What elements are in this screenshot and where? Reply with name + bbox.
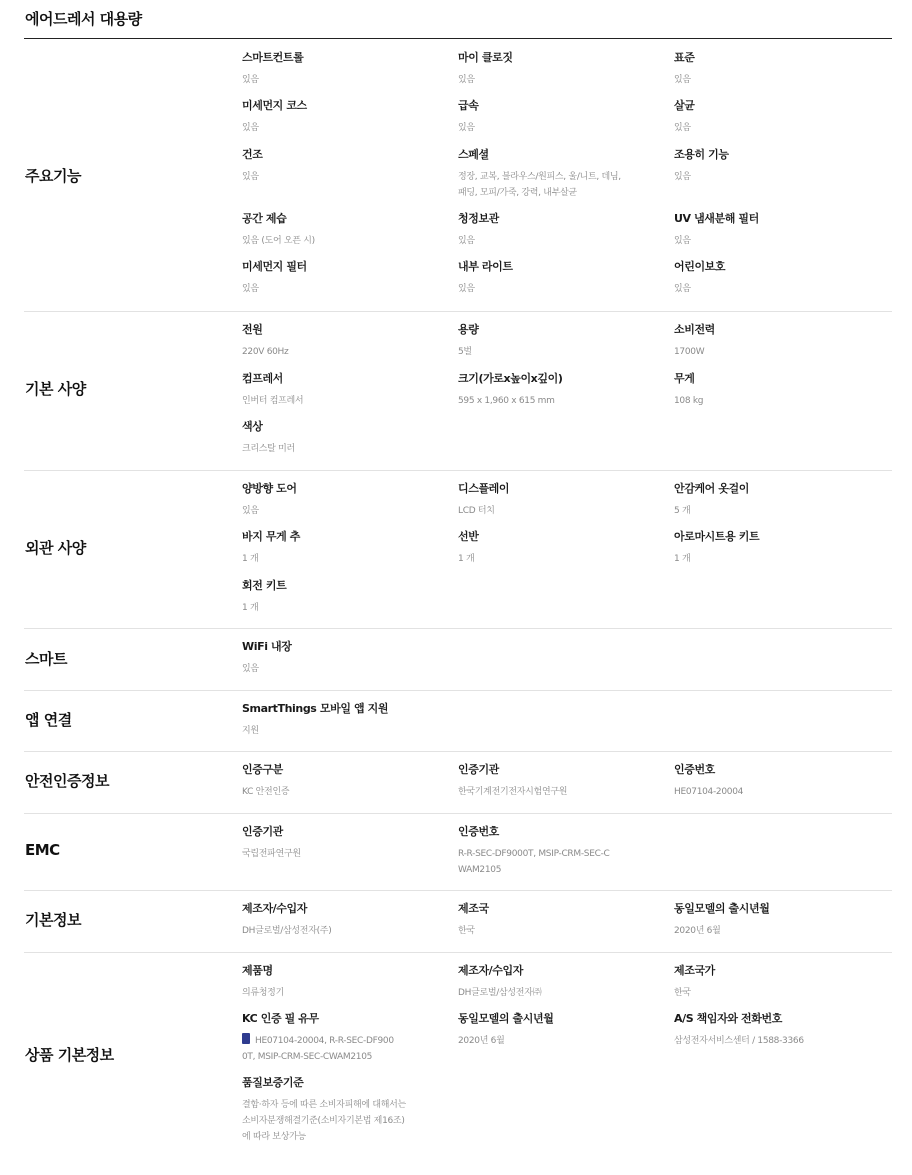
spec-item (674, 51, 864, 88)
spec-label: 크기(가로x높이x깊이) (458, 372, 563, 385)
spec-item (458, 148, 648, 201)
spec-value (458, 1033, 648, 1049)
spec-item (458, 763, 648, 800)
spec-value (674, 784, 864, 800)
spec-value-text: 있음 (458, 236, 475, 246)
spec-item (674, 530, 864, 567)
spec-value (674, 923, 864, 939)
spec-value (458, 72, 648, 88)
spec-value (242, 503, 432, 519)
spec-value (458, 393, 648, 409)
spec-item (674, 212, 864, 249)
spec-item (242, 260, 432, 297)
spec-value-text: 595 x 1,960 x 615 mm (458, 396, 555, 406)
spec-item (242, 1076, 432, 1145)
spec-item (242, 212, 432, 249)
spec-label: KC 인증 필 유무 (242, 1012, 319, 1025)
spec-label: 안감케어 옷걸이 (674, 482, 750, 495)
spec-item (458, 99, 648, 136)
spec-item (242, 825, 432, 862)
spec-item (242, 323, 432, 360)
spec-label: 디스플레이 (458, 482, 510, 495)
spec-value (674, 120, 864, 136)
spec-value (242, 169, 432, 185)
spec-item (674, 260, 864, 297)
spec-value-text: 1 개 (458, 554, 475, 564)
spec-value-text: 5 개 (674, 506, 691, 516)
spec-label: 전원 (242, 323, 263, 336)
spec-label: 제품명 (242, 964, 273, 977)
spec-value-text: 108 kg (674, 396, 704, 406)
spec-value (242, 233, 432, 249)
section-title: 안전인증정보 (25, 772, 109, 790)
section-title: 기본 사양 (25, 380, 86, 398)
spec-item (242, 702, 432, 739)
spec-value-text: 220V 60Hz (242, 347, 289, 357)
section-title: 기본정보 (25, 911, 81, 929)
spec-value-text: 결함·하자 등에 따른 소비자피해에 대해서는 소비자분쟁해결기준(소비자기본법 제16조) 에 따라 보상가능 (242, 1100, 406, 1142)
spec-item (242, 482, 432, 519)
spec-value (242, 551, 432, 567)
spec-value (242, 281, 432, 297)
spec-item (242, 420, 432, 457)
spec-item (242, 902, 432, 939)
spec-label: 마이 클로짓 (458, 51, 513, 64)
spec-label: 인증구분 (242, 763, 283, 776)
spec-label: 동일모델의 출시년월 (674, 902, 770, 915)
spec-value (242, 784, 432, 800)
spec-label: 품질보증기준 (242, 1076, 304, 1089)
spec-label: 스페셜 (458, 148, 489, 161)
spec-value-text: 있음 (674, 172, 691, 182)
spec-value-text: HE07104-20004, R-R-SEC-DF900 0T, MSIP-CRM-SEC-CWAM2105 (242, 1036, 394, 1062)
spec-value (458, 784, 648, 800)
spec-label: 인증기관 (458, 763, 499, 776)
spec-value-text: 있음 (242, 123, 259, 133)
spec-label: 건조 (242, 148, 263, 161)
spec-label: 아로마시트용 키트 (674, 530, 760, 543)
spec-value (458, 169, 648, 201)
spec-value-text: 있음 (242, 284, 259, 294)
spec-label: 인증번호 (458, 825, 499, 838)
spec-section (24, 39, 892, 312)
spec-item (242, 372, 432, 409)
spec-item (674, 1012, 864, 1049)
section-title: 스마트 (25, 650, 67, 668)
spec-value (242, 344, 432, 360)
spec-value (674, 503, 864, 519)
spec-value (242, 72, 432, 88)
spec-label: 용량 (458, 323, 479, 336)
spec-label: 소비전력 (674, 323, 715, 336)
spec-item (674, 372, 864, 409)
spec-value (242, 393, 432, 409)
spec-value-text: 1 개 (242, 554, 259, 564)
spec-item (458, 212, 648, 249)
spec-value-text: 한국 (674, 988, 691, 998)
spec-value (674, 72, 864, 88)
spec-label: 선반 (458, 530, 479, 543)
spec-label: WiFi 내장 (242, 640, 292, 653)
spec-label: 청정보관 (458, 212, 499, 225)
spec-label: SmartThings 모바일 앱 지원 (242, 702, 389, 715)
spec-label: 양방향 도어 (242, 482, 297, 495)
spec-value-text: DH글로벌/삼성전자㈜ (458, 988, 542, 998)
spec-label: 제조자/수입자 (242, 902, 307, 915)
spec-value (458, 923, 648, 939)
spec-item (674, 763, 864, 800)
spec-section (24, 952, 892, 1175)
spec-value-text: 있음 (674, 123, 691, 133)
spec-value-text: 있음 (674, 284, 691, 294)
spec-item (458, 323, 648, 360)
spec-section (24, 470, 892, 629)
spec-item (242, 964, 432, 1001)
spec-value (674, 281, 864, 297)
spec-item (242, 1012, 432, 1065)
spec-item (242, 51, 432, 88)
spec-label: 살균 (674, 99, 695, 112)
spec-value (458, 503, 648, 519)
spec-value-text: 있음 (242, 75, 259, 85)
spec-item (458, 825, 648, 878)
spec-item (242, 99, 432, 136)
spec-label: A/S 책임자와 전화번호 (674, 1012, 782, 1025)
spec-value-text: 1 개 (242, 603, 259, 613)
spec-value-text: 2020년 6월 (458, 1036, 505, 1046)
spec-value-text: 정장, 교복, 블라우스/원피스, 울/니트, 데님, 패딩, 모피/가죽, 강력, 내부살균 (458, 172, 621, 198)
spec-label: 동일모델의 출시년월 (458, 1012, 554, 1025)
spec-label: 제조국가 (674, 964, 715, 977)
spec-value (242, 120, 432, 136)
spec-label: 급속 (458, 99, 479, 112)
spec-value-text: 5벌 (458, 347, 472, 357)
spec-value (674, 551, 864, 567)
spec-value-text: 있음 (458, 123, 475, 133)
section-title: 외관 사양 (25, 539, 86, 557)
spec-value-text: 있음 (도어 오픈 시) (242, 236, 315, 246)
spec-label: 색상 (242, 420, 263, 433)
spec-value (242, 1097, 432, 1145)
spec-value (674, 169, 864, 185)
spec-value-text: 있음 (674, 75, 691, 85)
spec-value-text: 국립전파연구원 (242, 849, 301, 859)
spec-item (458, 260, 648, 297)
spec-value-text: DH글로벌/삼성전자(주) (242, 926, 332, 936)
spec-value-text: 삼성전자서비스센터 / 1588-3366 (674, 1036, 804, 1046)
spec-item (674, 482, 864, 519)
spec-item (458, 372, 648, 409)
spec-value-text: LCD 터치 (458, 506, 495, 516)
spec-value (674, 1033, 864, 1049)
spec-label: 내부 라이트 (458, 260, 513, 273)
spec-value (458, 344, 648, 360)
spec-section (24, 751, 892, 814)
spec-value-text: 2020년 6월 (674, 926, 721, 936)
spec-item (458, 51, 648, 88)
spec-label: 조용히 기능 (674, 148, 729, 161)
spec-item (458, 530, 648, 567)
spec-label: 미세먼지 필터 (242, 260, 307, 273)
section-title: 상품 기본정보 (25, 1046, 114, 1064)
spec-value-text: 1 개 (674, 554, 691, 564)
spec-value-text: 한국 (458, 926, 475, 936)
spec-item (674, 964, 864, 1001)
section-title: 앱 연결 (25, 711, 72, 729)
spec-label: 회전 키트 (242, 579, 287, 592)
spec-label: 인증기관 (242, 825, 283, 838)
spec-item (458, 964, 648, 1001)
spec-item (674, 99, 864, 136)
spec-value (458, 281, 648, 297)
spec-value-text: 있음 (458, 284, 475, 294)
spec-value-text: 있음 (458, 75, 475, 85)
spec-value-text: HE07104-20004 (674, 787, 744, 797)
spec-value-text: R-R-SEC-DF9000T, MSIP-CRM-SEC-C WAM2105 (458, 849, 610, 875)
spec-value-text: 있음 (242, 172, 259, 182)
spec-label: 바지 무게 추 (242, 530, 300, 543)
spec-label: 컴프레서 (242, 372, 283, 385)
spec-label: 미세먼지 코스 (242, 99, 307, 112)
spec-section (24, 813, 892, 891)
spec-value-text: 1700W (674, 347, 705, 357)
spec-item (674, 902, 864, 939)
spec-value (674, 344, 864, 360)
spec-label: 어린이보호 (674, 260, 726, 273)
spec-item (458, 482, 648, 519)
spec-item (242, 579, 432, 616)
spec-item (242, 763, 432, 800)
spec-label: 인증번호 (674, 763, 715, 776)
spec-value (242, 923, 432, 939)
spec-value (242, 441, 432, 457)
spec-value-text: 있음 (674, 236, 691, 246)
spec-value (242, 661, 432, 677)
spec-section (24, 690, 892, 752)
spec-label: 제조국 (458, 902, 489, 915)
spec-value (674, 393, 864, 409)
spec-value (242, 600, 432, 616)
spec-item (242, 148, 432, 185)
spec-item (674, 148, 864, 185)
spec-label: UV 냄새분해 필터 (674, 212, 759, 225)
kc-mark-icon (242, 1033, 250, 1044)
spec-value (242, 1033, 432, 1065)
section-title: EMC (25, 841, 60, 859)
spec-label: 표준 (674, 51, 695, 64)
section-title: 주요기능 (25, 167, 81, 185)
spec-value-text: 크리스탈 미러 (242, 444, 295, 454)
spec-value (242, 723, 432, 739)
spec-value (458, 846, 648, 878)
spec-value (674, 985, 864, 1001)
spec-value-text: 있음 (242, 506, 259, 516)
spec-label: 제조자/수입자 (458, 964, 523, 977)
spec-section (24, 628, 892, 691)
spec-value (242, 846, 432, 862)
spec-label: 스마트컨트롤 (242, 51, 304, 64)
spec-value (458, 551, 648, 567)
spec-item (458, 1012, 648, 1049)
spec-section (24, 311, 892, 471)
spec-value (674, 233, 864, 249)
spec-item (242, 640, 432, 677)
spec-value-text: 인버터 컴프레서 (242, 396, 304, 406)
spec-item (458, 902, 648, 939)
spec-value-text: 한국기계전기전자시험연구원 (458, 787, 568, 797)
page-title: 에어드레서 대용량 (25, 10, 142, 28)
spec-value-text: 의류청정기 (242, 988, 284, 998)
spec-value-text: 있음 (242, 664, 259, 674)
spec-value (458, 985, 648, 1001)
spec-item (242, 530, 432, 567)
spec-value-text: KC 안전인증 (242, 787, 290, 797)
spec-label: 무게 (674, 372, 695, 385)
spec-item (674, 323, 864, 360)
spec-value (242, 985, 432, 1001)
spec-section (24, 890, 892, 953)
spec-value (458, 120, 648, 136)
spec-value-text: 지원 (242, 726, 259, 736)
spec-label: 공간 제습 (242, 212, 287, 225)
spec-value (458, 233, 648, 249)
